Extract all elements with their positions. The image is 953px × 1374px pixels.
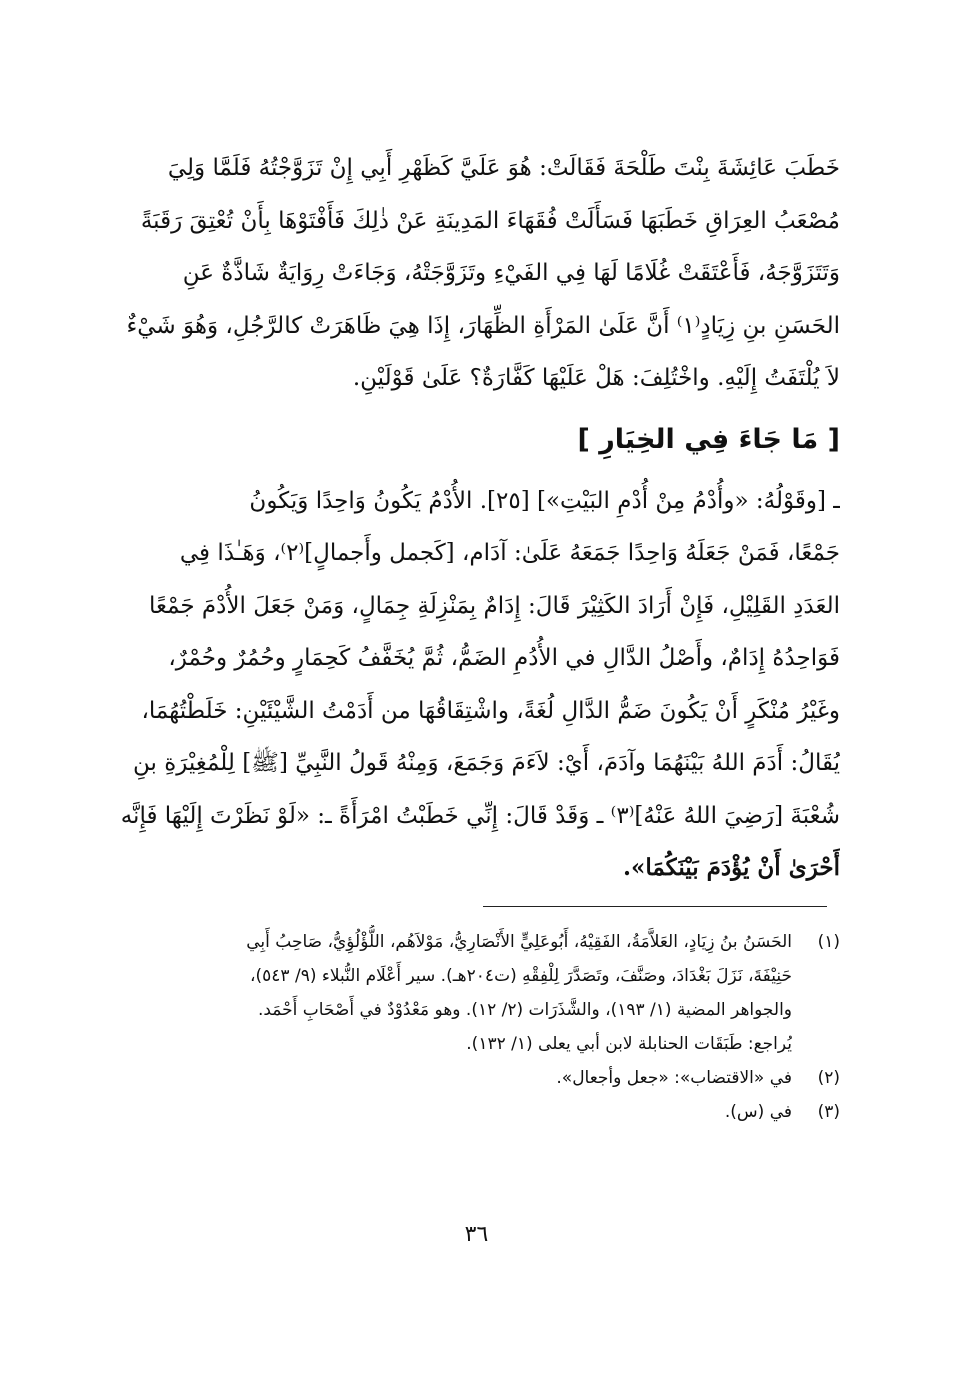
section-heading: [ مَا جَاءَ فِي الخِيَارِ ] xyxy=(577,423,840,455)
footnote-line: والجواهر المضية (١/ ١٩٣)، والشَّذَرَات (٢/ ١٢). وهو مَعْدُوْدٌ في أَصْحَابِ أَحْمَد. xyxy=(257,1000,792,1020)
footnote-number: (١) xyxy=(817,932,840,952)
page-number: ٣٦ xyxy=(464,1222,489,1247)
footnote-line: يُراجع: طَبَقَات الحنابلة لابن أبي يعلى (١/ ١٣٢). xyxy=(466,1034,792,1054)
text-line: لاَ يُلْتَفَتُ إِلَيْهِ. واخْتُلِفَ: هَلْ عَلَيْهَا كَفَّارَةٌ؟ عَلَىٰ قَوْلَيْنِ. xyxy=(352,365,840,391)
text-line: جَمْعًا، فَمَنْ جَعَلَهُ وَاحِدًا جَمَعَهُ عَلَىٰ: آدَام، [كَجمل وأَجمالٍ]⁽٢⁾، وَهَـٰذَا فِي xyxy=(179,540,840,566)
footnote-text xyxy=(110,1061,792,1095)
text-line: العَدَدِ القَلِيْلِ، فَإِنْ أَرَادَ الكَثِيْرَ قَالَ: إِدَامٌ بِمَنْزِلَةِ جِمَالٍ، وَمَنْ جَعَلَ الأُدْمَ جَمْعًا xyxy=(149,592,840,619)
footnote-text xyxy=(110,925,792,1061)
main-text xyxy=(118,142,840,895)
text-line: وَتَتَزَوَّجَهُ، فَأَعْتَقَتْ غُلَامًا لَهَا فِي الفَيْءِ وتَزَوَّجَتْهُ، وَجَاءَتْ رِوَايَةٌ شَاذَّةٌ عَنِ xyxy=(182,260,840,286)
text-line-last: أَحْرَىٰ أَنْ يُؤْدَمَ بَيْنَكُمَا». xyxy=(622,854,840,881)
footnote xyxy=(110,1095,840,1129)
text-line: فَوَاحِدُهُ إِدَامٌ، وأَصْلُ الدَّالِ في الأُدُمِ الضَمُّ، ثُمَّ يُخَفَّفُ كَحِمَارٍ وحُمُرٌ وحُمْرٌ، xyxy=(168,645,840,671)
footnote-text xyxy=(110,1095,792,1129)
footnote-line: في «الاقتضاب»: «جعل وأجعال». xyxy=(556,1068,792,1088)
text-line: الحَسَنِ بنِ زِيَادٍ⁽١⁾ أَنَّ عَلَىٰ المَرْأَةِ الظِّهَارَ، إِذَا هِيَ ظَاهَرَتْ كالرَّجُلِ، وَهُوَ شَيْءٌ xyxy=(126,312,840,339)
footnote-number: (٣) xyxy=(817,1102,840,1122)
text-line: وغَيْرُ مُنْكَرٍ أَنْ يَكُونَ ضَمُّ الدَّالِ لُغَةً، واشْتِقَاقُهَا من أَدَمْتُ الشَّيْئَيْنِ: خَلَطْتُهُمَا، xyxy=(141,697,840,724)
text-line: مُصْعَبُ العِرَاقِ خَطَبَهَا فَسَأَلَتْ فُقَهَاءَ المَدِينَةِ عَنْ ذٰلِكَ فَأَفْتَوْهَا بِأَنْ تُعْتِقَ رَقَبَةً xyxy=(140,207,840,234)
text-line: يُقَالُ: أَدَمَ اللهُ بَيْنَهُمَا وآدَمَ، أَيْ: لاَءَمَ وَجَمَعَ، وَمِنْهُ قَولُ النَّبِيِّ [ﷺ] لِلْمُغِيْرَةِ بنِ xyxy=(132,750,840,776)
footnote xyxy=(110,925,840,1061)
footnote-number: (٢) xyxy=(817,1068,840,1088)
text-line: ـ [وقَوْلُهُ: «وأُدْمُ مِنْ أُدْمِ البَيْتِ»] [٢٥]. الأُدْمُ يَكُونُ وَاحِدًا وَيَكُونُ xyxy=(249,487,840,514)
footnotes xyxy=(110,925,840,1129)
footnote-line: في (س). xyxy=(724,1102,792,1122)
footnote xyxy=(110,1061,840,1095)
footnote-line: الحَسَنُ بنُ زِيَادٍ، العَلاَّمَةُ، الفَقِيْهُ، أَبُوعَلِيٍّ الأَنْصَارِيُّ، مَوْلاَهُم، اللُّؤْلُؤِيُّ، صَاحِبُ أَبِي xyxy=(246,932,792,952)
footnote-line: حَنِيْفَةَ، نَزَلَ بَغْدَادَ، وصَنَّفَ، وتَصَدَّرَ لِلْفِقْهِ (ت٢٠٤هـ). سير أَعْلَام النُّبلاء (٩/ ٥٤٣)، xyxy=(250,966,792,986)
text-line: شُعْبَةَ [رَضِيَ اللهُ عَنْهُ]⁽٣⁾ ـ وَقَدْ قَالَ: إِنِّي خَطَبْتُ امْرَأَةً ـ: «لَوْ نَظَرْتَ إِلَيْهَا فَإِنَّه xyxy=(120,802,840,829)
text-line: خَطَبَ عَائِشَةَ بِنْتَ طَلْحَةَ فَقَالَتْ: هُوَ عَلَيَّ كَظَهْرِ أَبِي إِنْ تَزَوَّجْتُهُ فَلَمَّا وَلِيَ xyxy=(167,155,840,181)
footnote-divider xyxy=(483,906,827,907)
